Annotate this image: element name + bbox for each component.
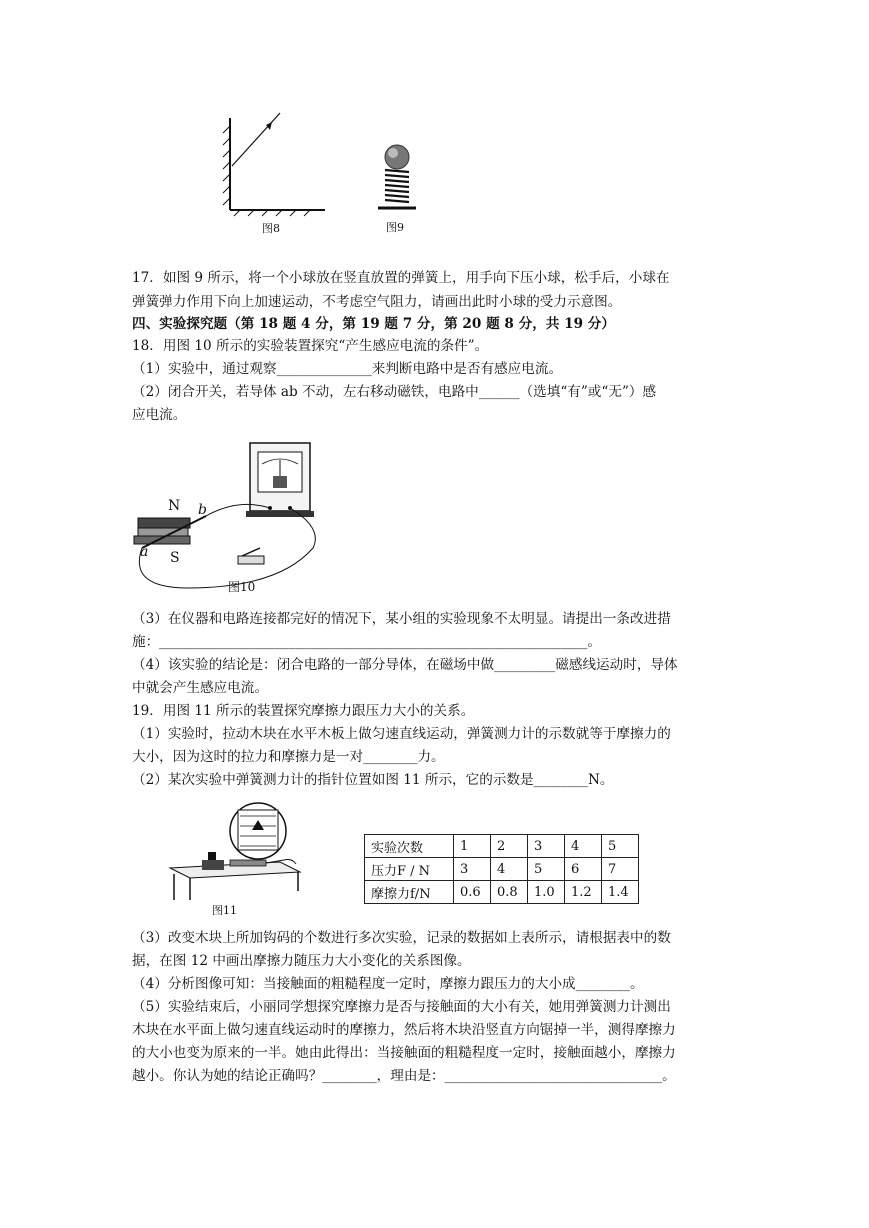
table-row [365, 835, 639, 858]
data-table [364, 834, 639, 904]
figure-11-caption: 图11 [212, 904, 237, 917]
table-cell: 0.8 [491, 881, 528, 904]
q19-part-3-line-2: 据，在图 12 中画出摩擦力随压力大小变化的关系图像。 [132, 953, 471, 969]
q18-part-2-line-1: （2）闭合开关，若导体 ab 不动，左右移动磁铁，电路中______（选填“有”或“无”）感 [132, 384, 657, 400]
figure-9-diagram [372, 140, 422, 215]
figure-8-diagram [210, 108, 340, 218]
table-row-header: 摩擦力f/N [365, 881, 454, 904]
table-row-header: 压力F / N [365, 858, 454, 881]
figure-10-label-b: b [198, 502, 207, 518]
q19-part-5-line-2: 木块在水平面上做匀速直线运动时的摩擦力，然后将木块沿竖直方向锯掉一半，测得摩擦力 [132, 1022, 676, 1038]
table-cell: 4 [565, 835, 602, 858]
q19-part-5-line-3: 的大小也变为原来的一半。她由此得出：当接触面的粗糙程度一定时，接触面越小，摩擦力 [132, 1045, 676, 1061]
q19-part-2: （2）某次实验中弹簧测力计的指针位置如图 11 所示，它的示数是________N。 [132, 772, 614, 788]
table-cell: 5 [528, 858, 565, 881]
q19-intro: 19．用图 11 所示的装置探究摩擦力跟压力大小的关系。 [132, 703, 475, 719]
table-cell: 3 [454, 858, 491, 881]
figure-9-caption: 图9 [386, 221, 404, 234]
table-row-header: 实验次数 [365, 835, 454, 858]
q17-line-1: 17．如图 9 所示，将一个小球放在竖直放置的弹簧上，用手向下压小球，松手后，小球在 [132, 270, 670, 286]
q18-part-3-line-2: 施：_______________________________________________________________。 [132, 634, 601, 650]
table-cell: 1 [454, 835, 491, 858]
figure-8-caption: 图8 [262, 222, 280, 235]
table-cell: 7 [602, 858, 639, 881]
q18-part-4-line-2: 中就会产生感应电流。 [132, 680, 268, 696]
figure-10-caption: 图10 [228, 580, 256, 594]
table-cell: 0.6 [454, 881, 491, 904]
table-cell: 6 [565, 858, 602, 881]
table-cell: 1.2 [565, 881, 602, 904]
q18-part-1: （1）实验中，通过观察______________来判断电路中是否有感应电流。 [132, 361, 563, 377]
q19-part-4: （4）分析图像可知：当接触面的粗糙程度一定时，摩擦力跟压力的大小成________。 [132, 976, 644, 992]
q19-part-1-line-2: 大小，因为这时的拉力和摩擦力是一对________力。 [132, 749, 445, 765]
table-row [365, 881, 639, 904]
table-cell: 5 [602, 835, 639, 858]
table-cell: 3 [528, 835, 565, 858]
table-cell: 1.4 [602, 881, 639, 904]
figure-10-diagram [128, 438, 328, 598]
q17-line-2: 弹簧弹力作用下向上加速运动，不考虑空气阻力，请画出此时小球的受力示意图。 [132, 294, 622, 310]
table-cell: 4 [491, 858, 528, 881]
table-cell: 2 [491, 835, 528, 858]
q18-intro: 18．用图 10 所示的实验装置探究“产生感应电流的条件”。 [132, 338, 489, 354]
figure-10-label-s: S [170, 550, 180, 566]
q19-part-1-line-1: （1）实验时，拉动木块在水平木板上做匀速直线运动，弹簧测力计的示数就等于摩擦力的 [132, 726, 671, 742]
figure-11-diagram [160, 796, 310, 901]
table-row [365, 858, 639, 881]
q19-part-5-line-4: 越小。你认为她的结论正确吗？________，理由是：________________________________。 [132, 1068, 676, 1084]
q19-part-5-line-1: （5）实验结束后，小丽同学想探究摩擦力是否与接触面的大小有关，她用弹簧测力计测出 [132, 999, 671, 1015]
table-cell: 1.0 [528, 881, 565, 904]
q18-part-4-line-1: （4）该实验的结论是：闭合电路的一部分导体，在磁场中做_________磁感线运动时，导体 [132, 657, 678, 673]
figure-10-label-a: a [140, 544, 149, 560]
q19-part-3-line-1: （3）改变木块上所加钩码的个数进行多次实验，记录的数据如上表所示，请根据表中的数 [132, 930, 671, 946]
section-4-heading: 四、实验探究题（第 18 题 4 分，第 19 题 7 分，第 20 题 8 分，共 19 分） [132, 316, 615, 332]
q18-part-3-line-1: （3）在仪器和电路连接都完好的情况下，某小组的实验现象不太明显。请提出一条改进措 [132, 611, 671, 627]
q18-part-2-line-2: 应电流。 [132, 407, 187, 423]
figure-10-label-n: N [168, 498, 181, 514]
